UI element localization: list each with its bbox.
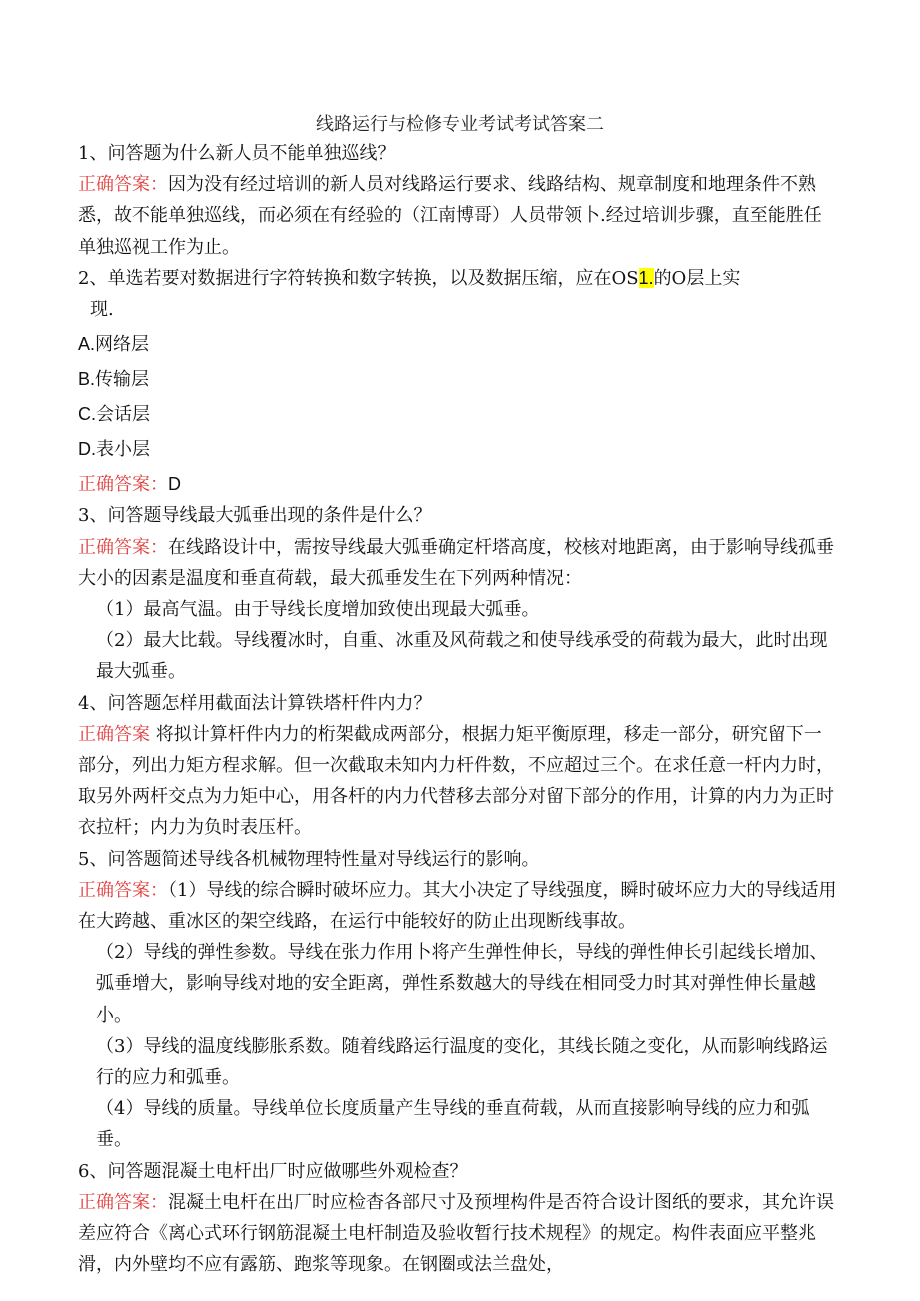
answer-label: 正确答案： — [78, 1191, 168, 1213]
question-5: 5、问答题简述导线各机械物理特性量对导线运行的影响。 — [78, 848, 540, 870]
answer-5-point-4: （4）导线的质量。导线单位长度质量产生导线的垂直荷载，从而直接影响导线的应力和弧垂。 — [96, 1098, 810, 1151]
answer-6-text: 混凝土电杆在出厂时应检杳各部尺寸及预埋构件是否符合设计图纸的要求，其允许误差应符合《离心式环行钢筋混凝土电杆制造及验收暂行技术规程》的规定。构件表面应平整兆滑，内外壁均不应有露筋、跑浆等现象。在钢圈或法兰盘处， — [78, 1191, 834, 1276]
answer-1 — [78, 169, 838, 263]
answer-4-text: 将拟计算杆件内力的桁架截成两部分，根据力矩平衡原理，移走一部分，研究留下一部分，列出力矩方程求解。但一次截取未知内力杆件数，不应超过三个。在求任意一杆内力时，取另外两杆交点为力矩中心，用各杆的内力代替移去部分对留下部分的作用，计算的内力为正时衣拉杆；内力为负时表压杆。 — [78, 723, 834, 839]
answer-label: 正确答案： — [78, 474, 168, 496]
answer-5 — [78, 875, 838, 937]
option-b: B.传输层 — [78, 369, 150, 390]
answer-5-point-2: （2）导线的弹性参数。导线在张力作用卜将产生弹性伸长，导线的弹性伸长引起线长增加、弧垂增大，影响导线对地的安全距离，弹性系数越大的导线在相同受力时其对弹性伸长量越小。 — [96, 942, 828, 1026]
question-2-highlight: 1. — [638, 267, 654, 288]
document-title: 线路运行与检修专业考试考试答案二 — [316, 114, 604, 135]
question-3: 3、问答题导线最大弧垂出现的条件是什么？ — [78, 505, 432, 527]
document-body — [78, 138, 838, 1281]
option-d: D.表小层 — [78, 439, 150, 460]
answer-label: 正确答案： — [78, 879, 168, 901]
answer-label: 正确答案 — [78, 723, 150, 745]
answer-6 — [78, 1187, 838, 1281]
question-2-suffix: 的O层上实 — [653, 267, 741, 289]
answer-2 — [78, 469, 838, 500]
answer-3 — [78, 532, 838, 594]
answer-3-text: 在线路设计中，需按导线最大弧垂确定杆塔高度，校核对地距离，由于影响导线孤垂大小的因素是温度和垂直荷载，最大孤垂发生在下列两种情况： — [78, 536, 834, 589]
question-2 — [78, 263, 838, 294]
answer-label: 正确答案： — [78, 174, 168, 196]
answer-3-point-1: （1）最高气温。由于导线长度增加致使出现最大弧垂。 — [96, 599, 540, 621]
question-2-line2: 现. — [90, 299, 114, 321]
answer-2-text: D — [168, 474, 181, 495]
question-1: 1、问答题为什么新人员不能单独巡线？ — [78, 143, 396, 164]
answer-5-text: （1）导线的综合瞬时破坏应力。其大小决定了导线强度，瞬时破坏应力大的导线适用在大跨越、重冰区的架空线路，在运行中能较好的防止出现断线事故。 — [78, 879, 837, 933]
answer-1-text: 因为没有经过培训的新人员对线路运行要求、线路结构、规章制度和地理条件不熟悉，故不能单独巡线，而必须在有经验的（江南博哥）人员带领卜.经过培训步骤，直至能胜任单独巡视工作为止。 — [78, 174, 822, 258]
option-a: A.网络层 — [78, 334, 150, 355]
answer-label: 正确答案： — [78, 536, 168, 558]
option-c: C.会话层 — [78, 404, 150, 425]
answer-3-point-2: （2）最大比载。导线覆冰时，自重、冰重及风荷载之和使导线承受的荷载为最大，此时出现最大弧垂。 — [96, 630, 828, 683]
question-4: 4、问答题怎样用截面法计算铁塔杆件内力？ — [78, 692, 432, 714]
answer-5-point-3: （3）导线的温度线膨胀系数。随着线路运行温度的变化，其线长随之变化，从而影响线路运行的应力和弧垂。 — [96, 1035, 828, 1089]
question-2-prefix: 2、单选若要对数据进行字符转换和数字转换，以及数据压缩，应在OS — [78, 267, 639, 289]
answer-4 — [78, 719, 838, 844]
question-6: 6、问答题混凝土电杆出厂时应做哪些外观检查？ — [78, 1160, 468, 1182]
